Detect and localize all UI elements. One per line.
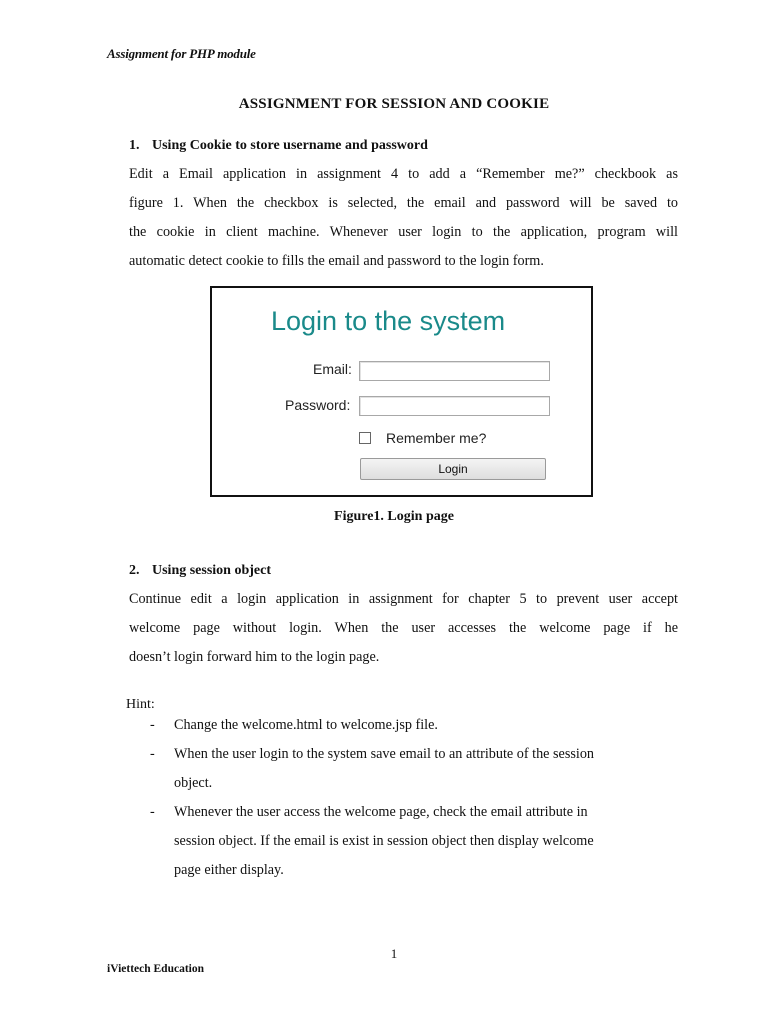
- bullet-dash: -: [150, 717, 155, 733]
- figure-caption: Figure1. Login page: [334, 509, 454, 524]
- hint-line: Whenever the user access the welcome page, check the email attribute in: [174, 804, 588, 820]
- figure-login-title: Login to the system: [271, 306, 506, 336]
- section-1-paragraph: [129, 160, 678, 276]
- login-figure: [210, 286, 593, 497]
- hint-item: [150, 711, 670, 740]
- paragraph-line: doesn’t login forward him to the login page.: [129, 649, 380, 665]
- hint-list: [150, 711, 670, 885]
- section-2-number: 2.: [129, 563, 140, 578]
- bullet-dash: -: [150, 746, 155, 762]
- document-title: ASSIGNMENT FOR SESSION AND COOKIE: [238, 96, 550, 112]
- section-1-title: Using Cookie to store username and password: [152, 138, 428, 153]
- hint-line: When the user login to the system save email to an attribute of the session: [174, 746, 595, 762]
- paragraph-line: the cookie in client machine. Whenever user login to the application, program will: [129, 224, 678, 240]
- section-1-number: 1.: [129, 138, 140, 153]
- section-2-heading: [129, 563, 271, 579]
- figure-remember-label: Remember me?: [386, 430, 487, 446]
- hint-line: object.: [174, 775, 213, 791]
- section-1-heading: [129, 138, 428, 154]
- page-number: 1: [390, 946, 398, 961]
- paragraph-line: Continue edit a login application in assignment for chapter 5 to prevent user accept: [129, 591, 678, 607]
- paragraph-line: automatic detect cookie to fills the email and password to the login form.: [129, 253, 544, 269]
- hint-label: Hint:: [126, 697, 155, 712]
- figure-email-input: [359, 361, 550, 381]
- hint-line: session object. If the email is exist in session object then display welcome: [174, 833, 594, 849]
- figure-password-input: [359, 396, 550, 416]
- running-header: Assignment for PHP module: [107, 46, 256, 61]
- paragraph-line: figure 1. When the checkbox is selected, the email and password will be saved to: [129, 195, 678, 211]
- bullet-dash: -: [150, 804, 155, 820]
- paragraph-line: Edit a Email application in assignment 4 to add a “Remember me?” checkbook as: [129, 166, 678, 182]
- figure-password-label: Password:: [285, 397, 351, 413]
- section-2-title: Using session object: [152, 563, 272, 578]
- figure-remember-checkbox: [359, 432, 371, 444]
- section-2-paragraph: [129, 585, 678, 672]
- hint-item: [150, 798, 670, 885]
- hint-item: [150, 740, 670, 798]
- figure-email-label: Email:: [313, 361, 352, 377]
- hint-line: Change the welcome.html to welcome.jsp file.: [174, 717, 438, 733]
- figure-login-button: Login: [360, 458, 546, 480]
- hint-line: page either display.: [174, 862, 284, 878]
- paragraph-line: welcome page without login. When the user accesses the welcome page if he: [129, 620, 678, 636]
- footer-organization: iViettech Education: [107, 963, 204, 975]
